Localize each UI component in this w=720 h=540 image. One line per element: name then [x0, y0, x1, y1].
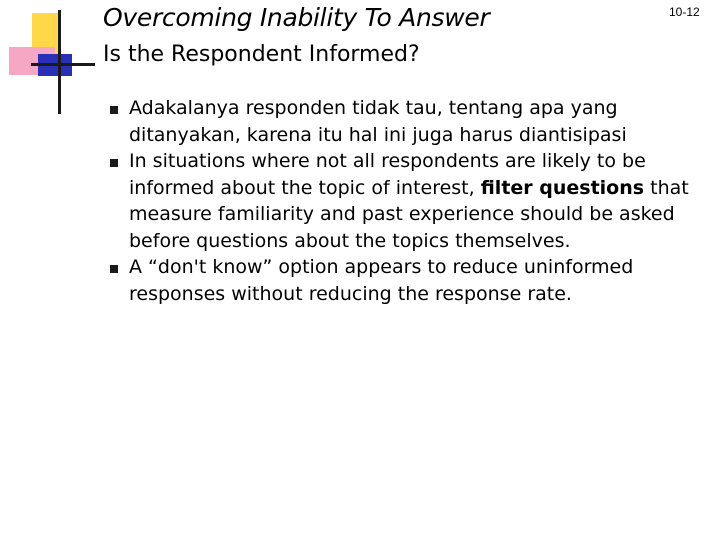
square-bullet-icon [110, 265, 118, 273]
bullet-item [110, 95, 700, 148]
bullet-text-bold: filter questions [480, 176, 645, 199]
slide-title: Overcoming Inability To Answer [103, 3, 490, 32]
decor-vertical-line [58, 10, 61, 114]
bullet-item [110, 148, 700, 254]
square-bullet-icon [110, 106, 118, 114]
bullet-text: Adakalanya responden tidak tau, tentang apa yang ditanyakan, karena itu hal ini juga harus diantisipasi [129, 97, 627, 146]
bullet-item [110, 254, 700, 307]
bullet-text [129, 148, 700, 254]
bullet-text-part: In situations where not all respondents are likely to be informed about the topic of interest, [129, 150, 646, 199]
decor-horizontal-line [31, 63, 95, 66]
page-number: 10-12 [669, 5, 700, 19]
slide-subtitle: Is the Respondent Informed? [103, 42, 420, 67]
bullet-text-part: that measure familiarity and past experience should be asked before questions about the topics themselves. [129, 176, 689, 252]
bullet-list [110, 95, 700, 307]
square-bullet-icon [110, 159, 118, 167]
bullet-text: A “don't know” option appears to reduce uninformed responses without reducing the response rate. [129, 256, 634, 305]
